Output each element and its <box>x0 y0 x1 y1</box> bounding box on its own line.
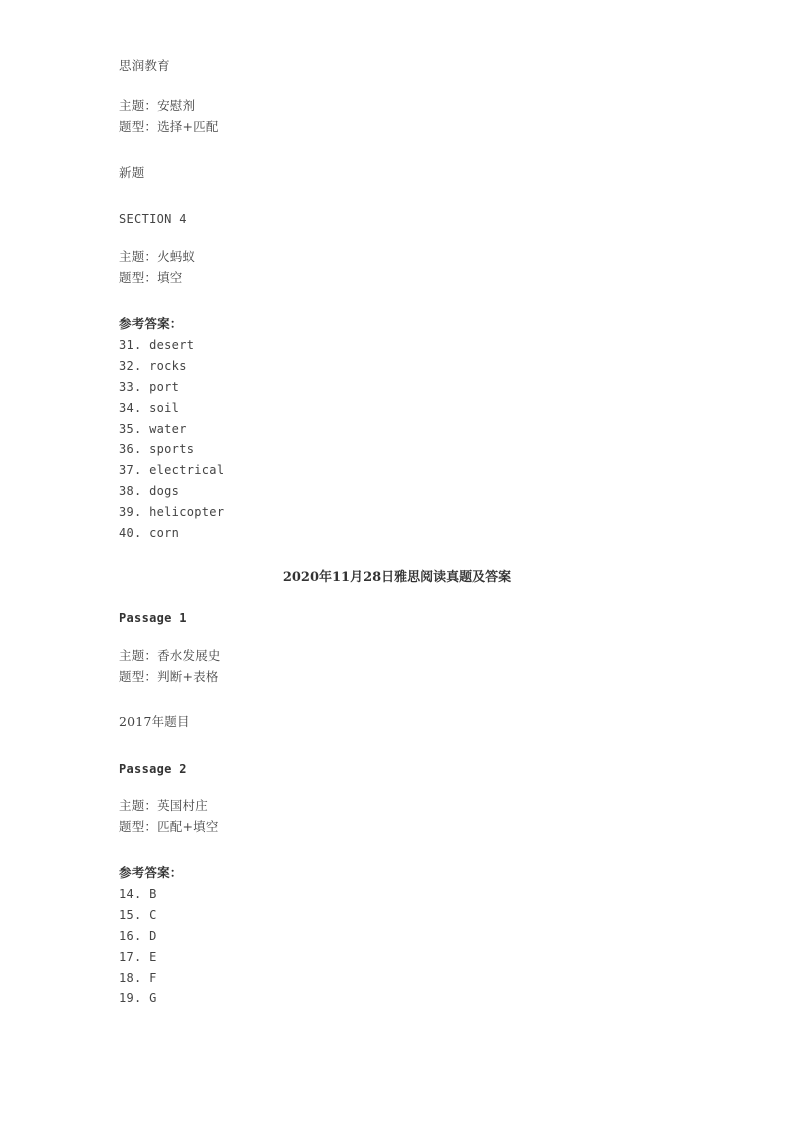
answers-heading: 参考答案： <box>119 865 183 880</box>
answer-item: 18. F <box>119 971 157 985</box>
question-type-line: 题型：填空 <box>119 270 183 285</box>
question-type-line: 题型：判断+表格 <box>119 669 219 684</box>
new-question-note: 新题 <box>119 165 145 180</box>
answers-heading: 参考答案： <box>119 316 183 331</box>
topic-line: 主题：火蚂蚁 <box>119 249 196 264</box>
answer-item: 14. B <box>119 887 157 901</box>
answer-item: 37. electrical <box>119 463 225 477</box>
brand-header: 思润教育 <box>119 58 170 73</box>
answer-item: 34. soil <box>119 401 180 415</box>
reading-title: 2020年11月28日雅思阅读真题及答案 <box>282 570 512 585</box>
answer-item: 39. helicopter <box>119 505 225 519</box>
answer-item: 38. dogs <box>119 484 180 498</box>
answer-item: 32. rocks <box>119 359 187 373</box>
topic-line: 主题：英国村庄 <box>119 798 208 813</box>
question-type-line: 题型：匹配+填空 <box>119 819 219 834</box>
question-type-line: 题型：选择+匹配 <box>119 119 219 134</box>
answer-item: 17. E <box>119 950 157 964</box>
answer-item: 15. C <box>119 908 157 922</box>
answer-item: 36. sports <box>119 442 195 456</box>
passage-heading: Passage 1 <box>119 611 187 625</box>
answer-item: 33. port <box>119 380 180 394</box>
answer-item: 35. water <box>119 422 187 436</box>
answer-item: 19. G <box>119 991 157 1005</box>
answer-item: 31. desert <box>119 338 195 352</box>
section-heading: SECTION 4 <box>119 212 187 226</box>
answer-item: 40. corn <box>119 526 180 540</box>
passage-heading: Passage 2 <box>119 762 187 776</box>
year-note: 2017年题目 <box>119 714 190 729</box>
answer-item: 16. D <box>119 929 157 943</box>
topic-line: 主题：安慰剂 <box>119 98 196 113</box>
topic-line: 主题：香水发展史 <box>119 648 221 663</box>
